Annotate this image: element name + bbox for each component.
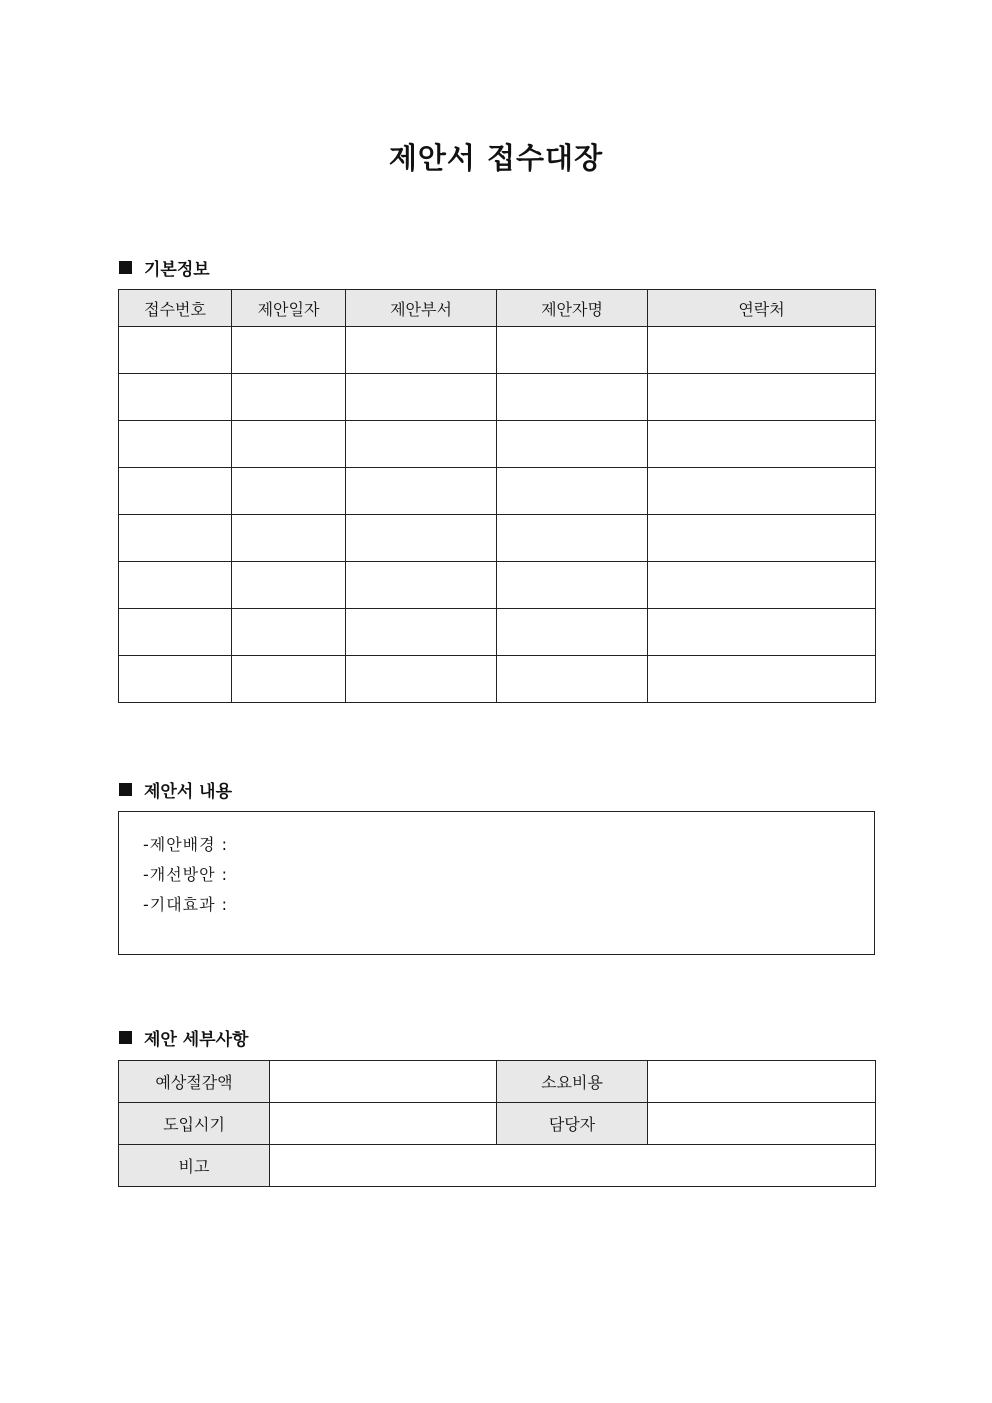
section-heading-content xyxy=(119,777,232,802)
department-cell[interactable] xyxy=(346,515,497,562)
detail-table xyxy=(118,1060,876,1187)
receipt-no-cell[interactable] xyxy=(119,468,232,515)
department-cell[interactable] xyxy=(346,656,497,703)
receipt-no-cell[interactable] xyxy=(119,562,232,609)
contact-cell[interactable] xyxy=(648,562,876,609)
table-header-row xyxy=(119,290,876,327)
proposer-name-cell[interactable] xyxy=(497,468,648,515)
manager-value-cell[interactable] xyxy=(648,1103,876,1145)
header-receipt-no: 접수번호 xyxy=(119,290,232,327)
square-bullet-icon xyxy=(119,1031,132,1044)
proposer-name-cell[interactable] xyxy=(497,374,648,421)
proposal-date-cell[interactable] xyxy=(232,374,346,421)
department-cell[interactable] xyxy=(346,468,497,515)
receipt-no-cell[interactable] xyxy=(119,515,232,562)
contact-cell[interactable] xyxy=(648,468,876,515)
contact-cell[interactable] xyxy=(648,515,876,562)
receipt-no-cell[interactable] xyxy=(119,421,232,468)
manager-label: 담당자 xyxy=(497,1103,648,1145)
cost-label: 소요비용 xyxy=(497,1061,648,1103)
proposal-content-box[interactable] xyxy=(118,811,875,955)
proposer-name-cell[interactable] xyxy=(497,609,648,656)
table-row xyxy=(119,656,876,703)
table-row xyxy=(119,374,876,421)
section-label: 제안 세부사항 xyxy=(144,1030,249,1050)
intro-value-cell[interactable] xyxy=(270,1103,497,1145)
background-line: -제안배경 : xyxy=(143,835,229,854)
proposal-date-cell[interactable] xyxy=(232,421,346,468)
square-bullet-icon xyxy=(119,783,132,796)
intro-label: 도입시기 xyxy=(119,1103,270,1145)
header-proposal-date: 제안일자 xyxy=(232,290,346,327)
improvement-line: -개선방안 : xyxy=(143,865,229,884)
square-bullet-icon xyxy=(119,261,132,274)
header-proposer-name: 제안자명 xyxy=(497,290,648,327)
proposer-name-cell[interactable] xyxy=(497,421,648,468)
table-row xyxy=(119,1103,876,1145)
proposal-date-cell[interactable] xyxy=(232,327,346,374)
department-cell[interactable] xyxy=(346,609,497,656)
effect-line: -기대효과 : xyxy=(143,895,229,914)
page-title: 제안서 접수대장 xyxy=(388,141,604,175)
proposer-name-cell[interactable] xyxy=(497,562,648,609)
contact-cell[interactable] xyxy=(648,656,876,703)
basic-info-table xyxy=(118,289,876,703)
table-row xyxy=(119,421,876,468)
proposal-date-cell[interactable] xyxy=(232,562,346,609)
table-row xyxy=(119,562,876,609)
department-cell[interactable] xyxy=(346,421,497,468)
table-row xyxy=(119,327,876,374)
section-heading-basic xyxy=(119,255,210,280)
remarks-label: 비고 xyxy=(119,1145,270,1187)
proposal-date-cell[interactable] xyxy=(232,656,346,703)
cost-value-cell[interactable] xyxy=(648,1061,876,1103)
table-row xyxy=(119,468,876,515)
department-cell[interactable] xyxy=(346,374,497,421)
receipt-no-cell[interactable] xyxy=(119,656,232,703)
contact-cell[interactable] xyxy=(648,374,876,421)
contact-cell[interactable] xyxy=(648,327,876,374)
section-label: 제안서 내용 xyxy=(144,782,233,802)
table-row xyxy=(119,515,876,562)
receipt-no-cell[interactable] xyxy=(119,609,232,656)
proposal-date-cell[interactable] xyxy=(232,515,346,562)
section-heading-detail xyxy=(119,1025,248,1050)
table-row xyxy=(119,1061,876,1103)
proposer-name-cell[interactable] xyxy=(497,515,648,562)
savings-label: 예상절감액 xyxy=(119,1061,270,1103)
department-cell[interactable] xyxy=(346,562,497,609)
contact-cell[interactable] xyxy=(648,609,876,656)
proposal-date-cell[interactable] xyxy=(232,468,346,515)
remarks-value-cell[interactable] xyxy=(270,1145,876,1187)
table-row xyxy=(119,1145,876,1187)
proposer-name-cell[interactable] xyxy=(497,327,648,374)
proposal-date-cell[interactable] xyxy=(232,609,346,656)
header-contact: 연락처 xyxy=(648,290,876,327)
section-label: 기본정보 xyxy=(144,260,210,280)
table-row xyxy=(119,609,876,656)
department-cell[interactable] xyxy=(346,327,497,374)
receipt-no-cell[interactable] xyxy=(119,374,232,421)
proposer-name-cell[interactable] xyxy=(497,656,648,703)
header-department: 제안부서 xyxy=(346,290,497,327)
contact-cell[interactable] xyxy=(648,421,876,468)
receipt-no-cell[interactable] xyxy=(119,327,232,374)
savings-value-cell[interactable] xyxy=(270,1061,497,1103)
